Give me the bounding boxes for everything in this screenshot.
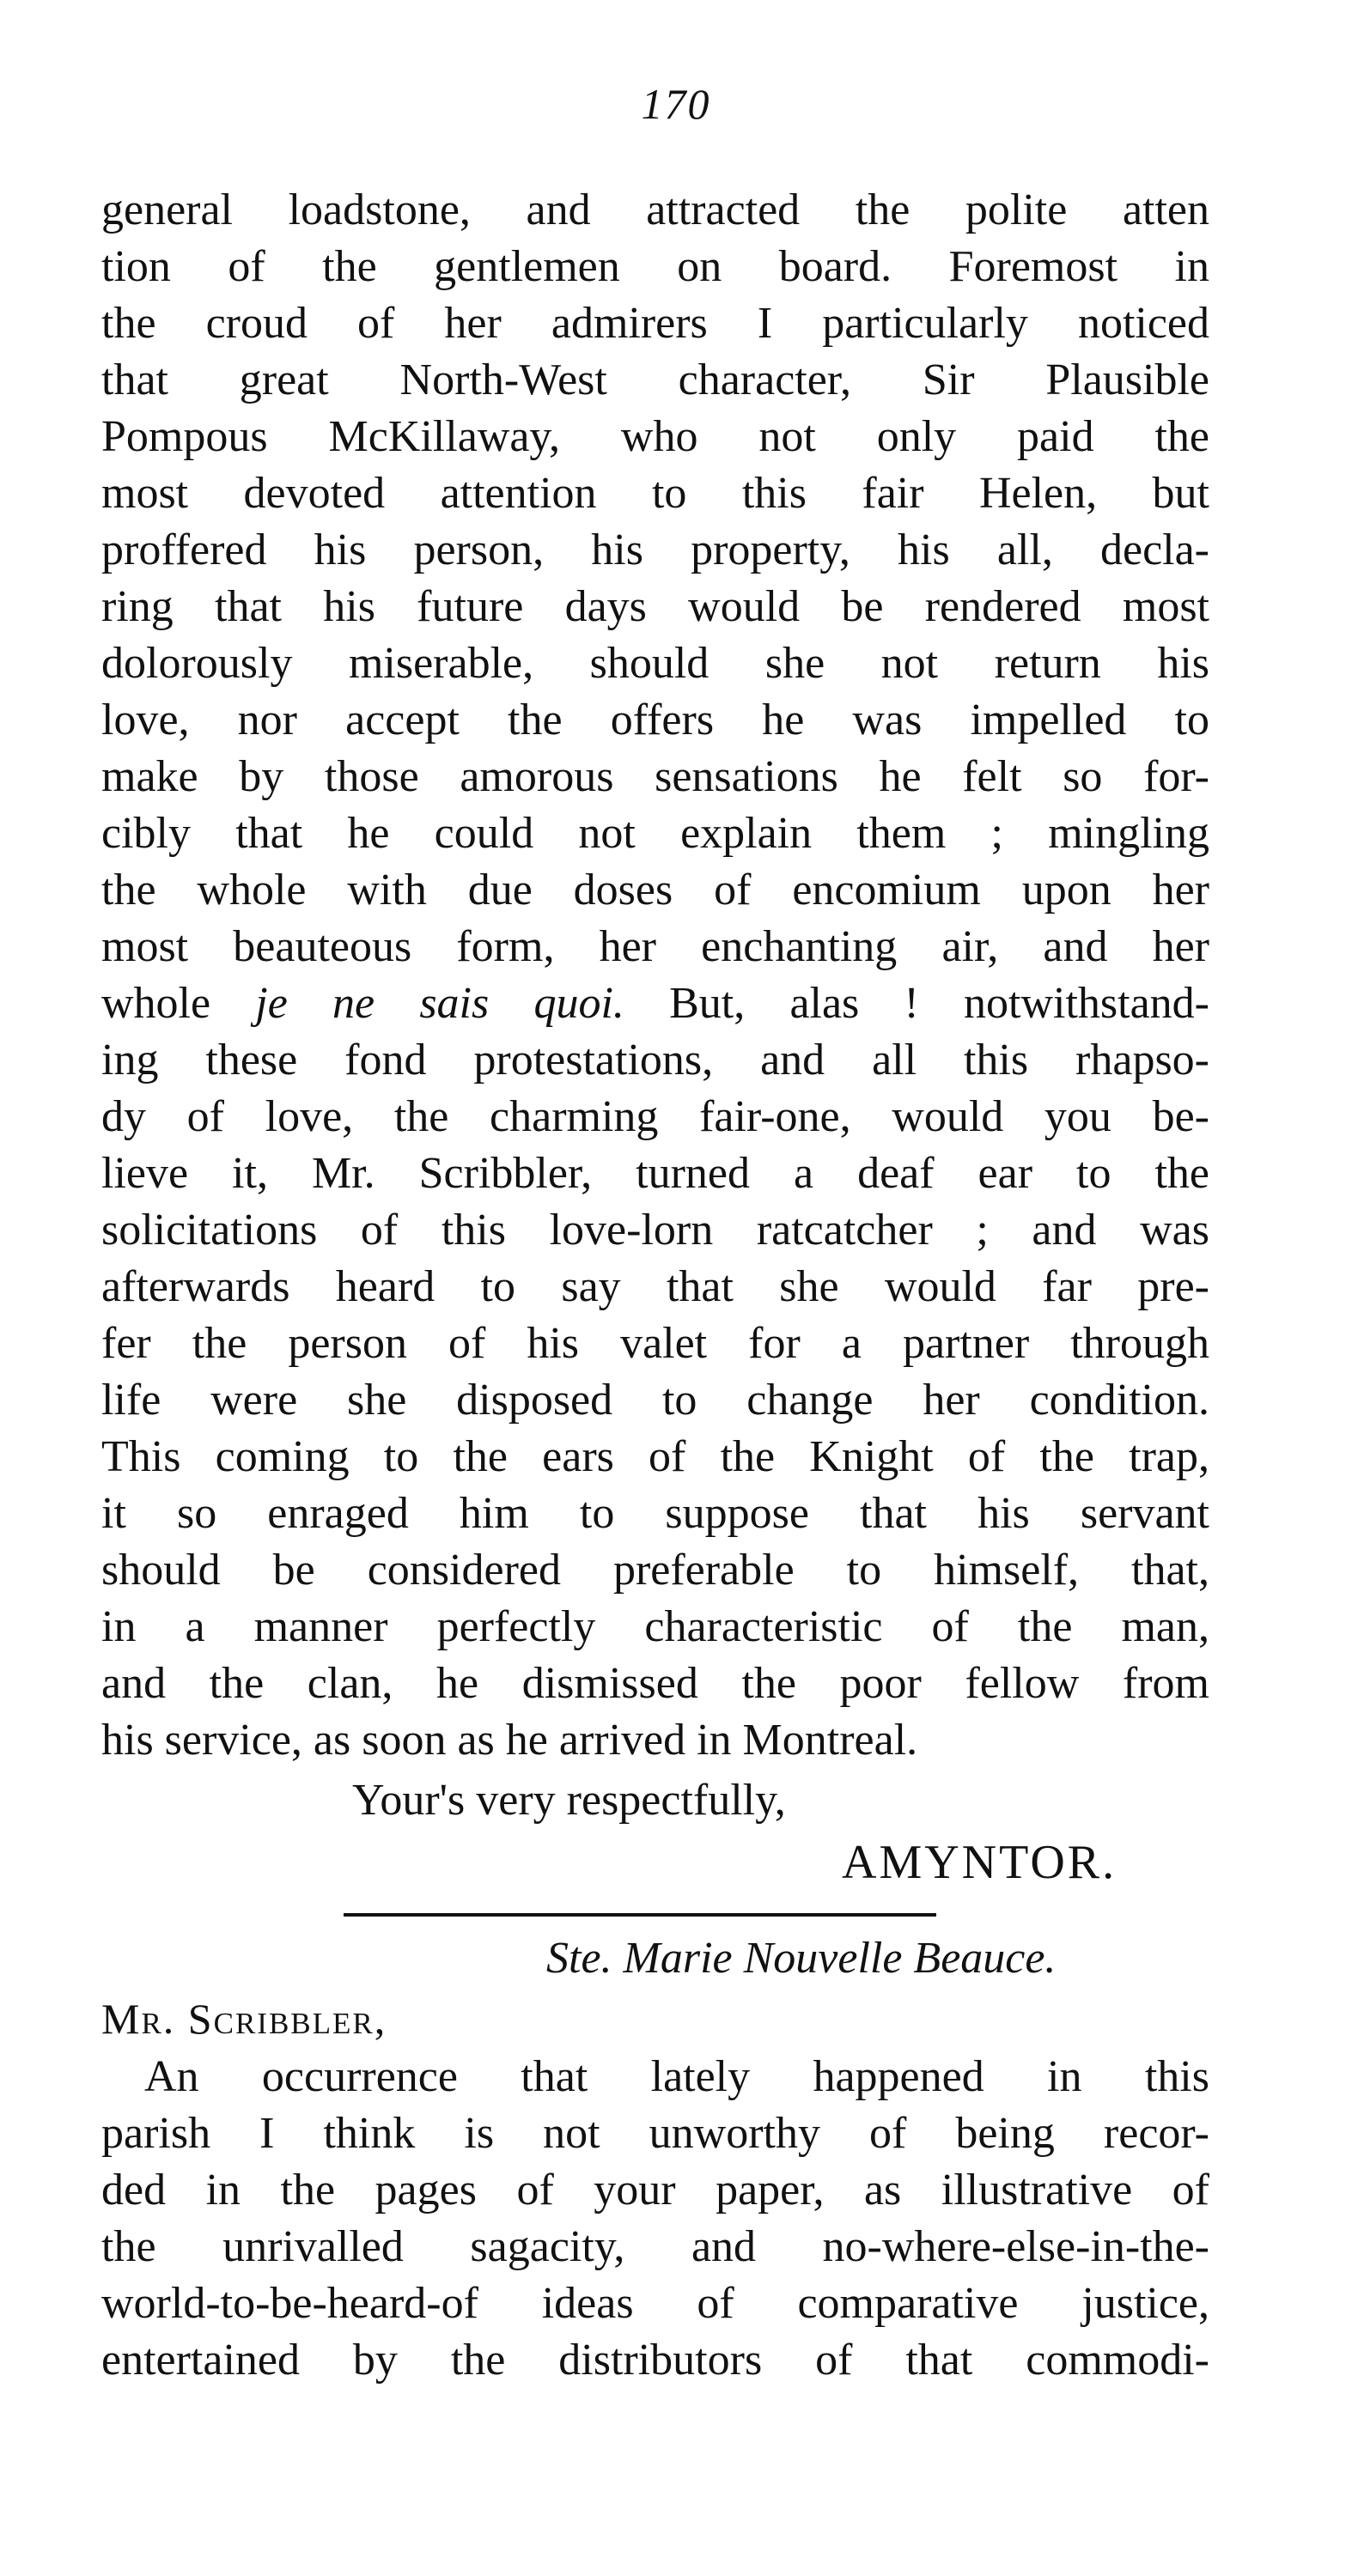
text-line: his service, as soon as he arrived in Montreal. [101,1716,918,1765]
page-number: 170 [641,80,711,128]
text-segment: whole [101,979,256,1028]
text-line: An occurrence that lately happened in this [144,2052,1209,2101]
text-line: parish I think is not unworthy of being recor- [101,2109,1209,2158]
text-line: the croud of her admirers I particularly noticed [101,299,1209,348]
section-divider [344,1913,936,1917]
text-line: most beauteous form, her enchanting air, and her [101,922,1209,971]
text-line: lieve it, Mr. Scribbler, turned a deaf ear to the [101,1149,1209,1198]
text-line: Pompous McKillaway, who not only paid the [101,412,1209,461]
text-line: dy of love, the charming fair-one, would you be- [101,1092,1209,1141]
text-line: afterwards heard to say that she would far pre- [101,1262,1209,1311]
text-line: that great North-West character, Sir Plausible [101,355,1209,404]
text-line: dolorously miserable, should she not return his [101,639,1209,688]
text-line: solicitations of this love-lorn ratcatcher ; and was [101,1206,1209,1255]
text-line: the whole with due doses of encomium upon her [101,866,1209,914]
text-line: tion of the gentlemen on board. Foremost in [101,242,1209,291]
text-line: proffered his person, his property, his all, decla- [101,526,1209,574]
text-line-with-italic [101,975,1209,1032]
text-line: ring that his future days would be rendered most [101,582,1209,631]
text-line: general loadstone, and attracted the polite atten [101,185,1209,234]
text-line: it so enraged him to suppose that his servant [101,1489,1209,1538]
text-line: most devoted attention to this fair Helen, but [101,469,1209,518]
text-line: This coming to the ears of the Knight of the trap, [101,1432,1209,1481]
text-line: cibly that he could not explain them ; mingling [101,809,1209,858]
text-line: life were she disposed to change her condition. [101,1376,1209,1425]
text-line: the unrivalled sagacity, and no-where-else-in-the- [101,2222,1209,2271]
italic-phrase: je ne sais quoi. [255,979,624,1028]
text-line: world-to-be-heard-of ideas of comparative justice, [101,2279,1209,2328]
letter-signature: AMYNTOR. [842,1836,1118,1889]
text-line: entertained by the distributors of that commodi- [101,2336,1209,2385]
text-line: and the clan, he dismissed the poor fellow from [101,1659,1209,1708]
text-line: in a manner perfectly characteristic of the man, [101,1602,1209,1651]
letter-dateline: Ste. Marie Nouvelle Beauce. [546,1934,1057,1983]
text-segment: But, alas ! notwithstand- [624,979,1209,1028]
text-line: fer the person of his valet for a partner through [101,1319,1209,1368]
text-line: ing these fond protestations, and all this rhapso- [101,1036,1209,1084]
text-line: make by those amorous sensations he felt so for- [101,752,1209,801]
text-line: ded in the pages of your paper, as illustrative of [101,2166,1209,2215]
letter-salutation: Mr. Scribbler, [101,1995,387,2043]
letter-closing: Your's very respectfully, [352,1776,786,1825]
text-line: should be considered preferable to himself, that, [101,1546,1209,1595]
text-line: love, nor accept the offers he was impelled to [101,696,1209,744]
